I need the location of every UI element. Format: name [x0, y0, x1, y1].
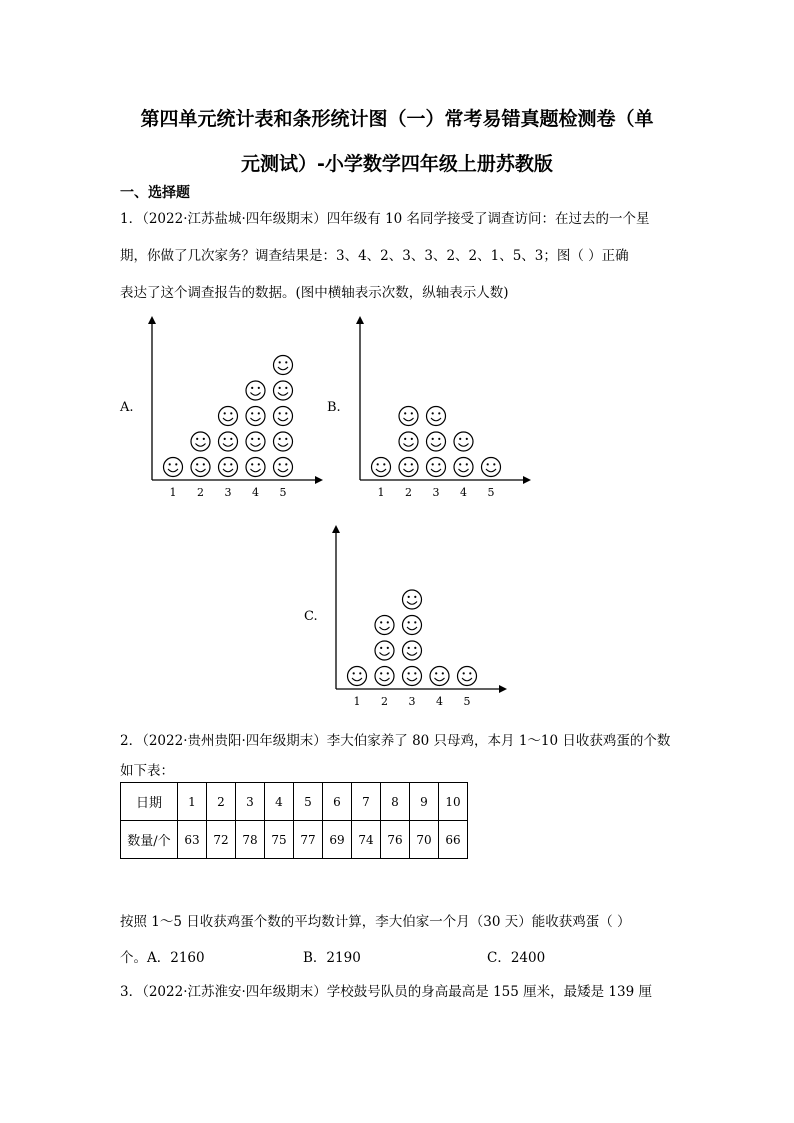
table-cell: 70 — [410, 821, 439, 859]
x-tick-label: 4 — [460, 486, 467, 499]
table-cell: 78 — [236, 821, 265, 859]
q1-text-line2: 期，你做了几次家务？调查结果是：3、4、2、3、3、2、2、1、5、3；图（ ）正确 — [120, 248, 629, 264]
smiley-face-icon — [399, 432, 418, 451]
table-cell: 2 — [207, 783, 236, 821]
table-cell: 6 — [323, 783, 352, 821]
smiley-face-icon — [274, 458, 293, 477]
table-cell: 8 — [381, 783, 410, 821]
x-tick-label: 3 — [408, 695, 416, 708]
table-header-date: 日期 — [121, 783, 178, 821]
smiley-face-icon — [427, 432, 446, 451]
x-tick-label: 3 — [224, 486, 232, 499]
q3-text-line1: 3．（2022·江苏淮安·四年级期末）学校鼓号队员的身高最高是 155 厘米，最矮是 139 厘 — [120, 984, 652, 1000]
smiley-face-icon — [164, 458, 183, 477]
x-tick-label: 2 — [381, 695, 388, 708]
x-tick-label: 3 — [432, 486, 440, 499]
smiley-face-icon — [375, 667, 394, 686]
x-tick-label: 1 — [377, 486, 385, 499]
x-axis-arrow — [523, 476, 531, 484]
smiley-face-icon — [399, 407, 418, 426]
q2-option-a: 个。A．2160 — [120, 950, 205, 966]
x-tick-label: 1 — [169, 486, 177, 499]
table-header-count: 数量/个 — [121, 821, 178, 859]
table-cell: 4 — [265, 783, 294, 821]
option-a-label: A. — [120, 400, 134, 415]
x-tick-label: 1 — [353, 695, 361, 708]
smiley-face-icon — [454, 458, 473, 477]
q2-text-line2: 如下表： — [120, 763, 174, 779]
x-tick-label: 2 — [197, 486, 204, 499]
table-cell: 9 — [410, 783, 439, 821]
option-b-label: B. — [327, 400, 341, 415]
table-row — [121, 821, 468, 859]
smiley-face-icon — [375, 616, 394, 635]
q2-text-line1: 2．（2022·贵州贵阳·四年级期末）李大伯家养了 80 只母鸡，本月 1～10 日收获鸡蛋的个数 — [120, 733, 671, 749]
table-cell: 10 — [439, 783, 468, 821]
smiley-face-icon — [191, 458, 210, 477]
table-cell: 1 — [178, 783, 207, 821]
smiley-face-icon — [219, 458, 238, 477]
smiley-face-icon — [399, 458, 418, 477]
smiley-face-icon — [274, 407, 293, 426]
y-axis-arrow — [356, 316, 364, 324]
x-tick-label: 4 — [436, 695, 443, 708]
q2-option-b: B．2190 — [303, 950, 361, 966]
smiley-face-icon — [219, 407, 238, 426]
smiley-face-icon — [403, 667, 422, 686]
q2-text-line3: 按照 1～5 日收获鸡蛋个数的平均数计算，李大伯家一个月（30 天）能收获鸡蛋（ ） — [120, 914, 631, 930]
table-cell: 72 — [207, 821, 236, 859]
page-title-line2: 元测试）-小学数学四年级上册苏教版 — [241, 153, 553, 175]
table-cell: 5 — [294, 783, 323, 821]
table-cell: 75 — [265, 821, 294, 859]
table-cell: 3 — [236, 783, 265, 821]
table-cell: 7 — [352, 783, 381, 821]
smiley-face-icon — [246, 432, 265, 451]
smiley-face-icon — [274, 356, 293, 375]
smiley-face-icon — [375, 641, 394, 660]
smiley-face-icon — [403, 590, 422, 609]
table-cell: 77 — [294, 821, 323, 859]
smiley-face-icon — [191, 432, 210, 451]
x-tick-label: 5 — [463, 695, 471, 708]
section-heading: 一、选择题 — [120, 185, 190, 201]
q1-text-line3: 表达了这个调查报告的数据。(图中横轴表示次数，纵轴表示人数) — [120, 285, 509, 301]
table-cell: 69 — [323, 821, 352, 859]
table-cell: 66 — [439, 821, 468, 859]
y-axis-arrow — [148, 316, 156, 324]
pictograph-b — [348, 312, 538, 502]
smiley-face-icon — [274, 381, 293, 400]
table-cell: 74 — [352, 821, 381, 859]
pictograph-c — [324, 521, 514, 711]
smiley-face-icon — [246, 381, 265, 400]
smiley-face-icon — [454, 432, 473, 451]
smiley-face-icon — [430, 667, 449, 686]
smiley-face-icon — [458, 667, 477, 686]
pictograph-a — [140, 312, 330, 502]
x-tick-label: 5 — [279, 486, 287, 499]
smiley-face-icon — [403, 616, 422, 635]
egg-count-table — [120, 782, 468, 859]
smiley-face-icon — [246, 407, 265, 426]
x-axis-arrow — [499, 685, 507, 693]
table-cell: 63 — [178, 821, 207, 859]
x-tick-label: 4 — [252, 486, 259, 499]
option-c-label: C. — [304, 609, 318, 624]
smiley-face-icon — [403, 641, 422, 660]
x-tick-label: 2 — [405, 486, 412, 499]
x-tick-label: 5 — [487, 486, 495, 499]
smiley-face-icon — [274, 432, 293, 451]
smiley-face-icon — [372, 458, 391, 477]
smiley-face-icon — [427, 458, 446, 477]
x-axis-arrow — [315, 476, 323, 484]
smiley-face-icon — [427, 407, 446, 426]
table-row — [121, 783, 468, 821]
y-axis-arrow — [332, 525, 340, 533]
smiley-face-icon — [482, 458, 501, 477]
q1-text-line1: 1．（2022·江苏盐城·四年级期末）四年级有 10 名同学接受了调查访问：在过去的一个星 — [120, 211, 650, 227]
q2-option-c: C．2400 — [487, 950, 546, 966]
smiley-face-icon — [219, 432, 238, 451]
page-title-line1: 第四单元统计表和条形统计图（一）常考易错真题检测卷（单 — [140, 108, 654, 130]
smiley-face-icon — [348, 667, 367, 686]
table-cell: 76 — [381, 821, 410, 859]
smiley-face-icon — [246, 458, 265, 477]
